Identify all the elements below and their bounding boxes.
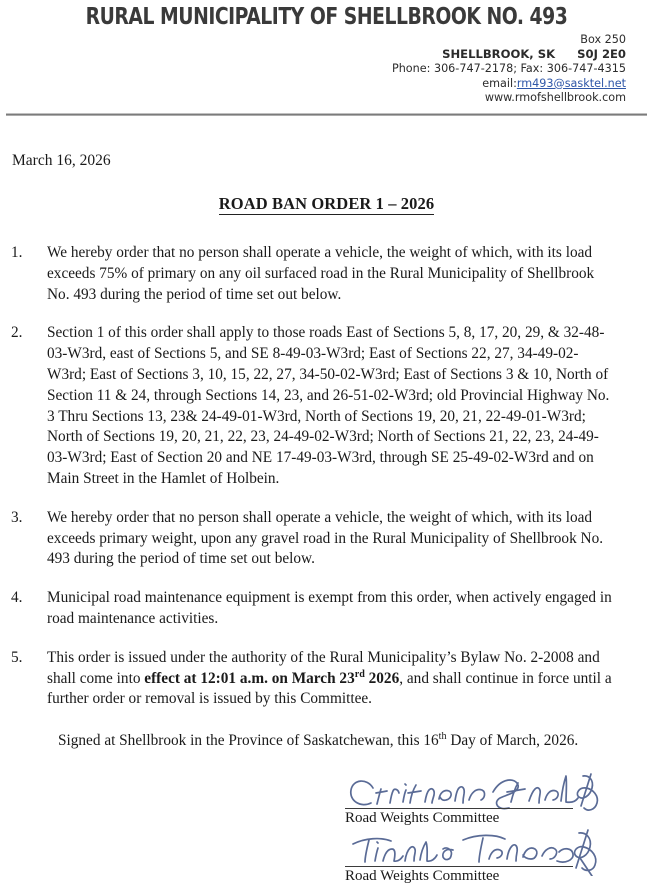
header-divider-rule bbox=[6, 113, 647, 116]
clause-body: Municipal road maintenance equipment is exempt from this order, when actively engaged in road maintenance activities. bbox=[47, 589, 612, 627]
signature-block bbox=[345, 834, 653, 892]
clause-body: We hereby order that no person shall operate a vehicle, the weight of which, with its load exceeds 75% of primary on any oil surfaced road in the Rural Municipality of Shellbrook No. 493 during the period of time set out below. bbox=[47, 243, 595, 303]
clause-number: 2. bbox=[11, 324, 23, 342]
organization-title: RURAL MUNICIPALITY OF SHELLBROOK NO. 493 bbox=[85, 2, 568, 30]
signature-block bbox=[345, 776, 653, 834]
city-postal-line bbox=[0, 47, 626, 62]
clause-item bbox=[0, 323, 653, 489]
signed-statement-pre: Signed at Shellbrook in the Province of Saskatchewan, this 16 bbox=[58, 732, 439, 750]
clause-5-text-part2: , and shall continue in force until a further order or removal is issued by this Committee. bbox=[47, 669, 612, 708]
signed-statement-post: Day of March, 2026. bbox=[446, 732, 579, 750]
clause-body bbox=[47, 648, 653, 710]
signature-rule bbox=[345, 808, 573, 809]
clause-number: 4. bbox=[11, 589, 23, 607]
po-box-line: Box 250 bbox=[580, 32, 626, 46]
ordinal-suffix-rd: rd bbox=[354, 668, 365, 680]
letterhead bbox=[0, 4, 653, 116]
contact-block bbox=[0, 33, 653, 106]
clause-number: 1. bbox=[11, 243, 23, 261]
website-line: www.rmofshellbrook.com bbox=[484, 91, 626, 105]
postal-code: S0J 2E0 bbox=[577, 47, 626, 62]
email-line bbox=[0, 77, 626, 92]
signature-section bbox=[0, 776, 653, 892]
clause-body: Section 1 of this order shall apply to those roads East of Sections 5, 8, 17, 20, 29, & 32-48-03-W3rd, east of Sections 5, and SE 8-49-03-W3rd; East of Sections 22, 27, 34-49-02-W3rd; East of Sections 3, 10, 15, 22, 27, 34-50-02-W3rd; East of Sections 3 & 10, North of Section 11 & 24, through Sections 14, 23, and 26-51-02-W3rd; old Provincial Highway No. 3 Thru Sections 13, 23& 24-49-01-W3rd, North of Sections 19, 20, 21, 22-49-01-W3rd; North of Sections 19, 20, 21, 22, 23, 24-49-02-W3rd; North of Sections 21, 22, 23, 24-49-03-W3rd; East of Section 20 and NE 17-49-03-W3rd, through SE 25-49-02-W3rd and on Main Street in the Hamlet of Holbein. bbox=[47, 324, 610, 487]
signature-caption: Road Weights Committee bbox=[345, 810, 500, 827]
signature-rule bbox=[345, 866, 573, 867]
signature-caption: Road Weights Committee bbox=[345, 868, 500, 885]
clause-item bbox=[0, 508, 653, 570]
document-date: March 16, 2026 bbox=[12, 151, 111, 169]
city-province: SHELLBROOK, SK bbox=[442, 47, 556, 62]
clause-body: We hereby order that no person shall operate a vehicle, the weight of which, with its load exceeds primary weight, upon any gravel road in the Rural Municipality of Shellbrook No. 493 during the period of time set out below. bbox=[47, 508, 604, 568]
clause-5-bold-b: 2026 bbox=[364, 669, 400, 687]
document-title-text: ROAD BAN ORDER 1 – 2026 bbox=[218, 193, 435, 213]
ordinal-suffix-th: th bbox=[438, 731, 447, 743]
clause-5-text-part1: This order is issued under the authority of the Rural Municipality’s Bylaw No. 2-2008 and shall come into bbox=[47, 648, 600, 687]
document-title bbox=[0, 194, 653, 214]
clause-number: 3. bbox=[11, 508, 23, 526]
email-link[interactable]: rm493@sasktel.net bbox=[516, 76, 626, 90]
clause-list bbox=[0, 243, 653, 710]
clause-item bbox=[0, 648, 653, 710]
email-label: email: bbox=[482, 76, 517, 90]
signed-statement bbox=[58, 732, 653, 750]
clause-5-bold-a: effect at 12:01 a.m. on March 23 bbox=[144, 669, 355, 687]
clause-5-effective-date bbox=[144, 670, 399, 687]
clause-item bbox=[0, 243, 653, 305]
phone-fax-line: Phone: 306-747-2178; Fax: 306-747-4315 bbox=[391, 62, 626, 76]
clause-number: 5. bbox=[11, 648, 23, 666]
clause-item bbox=[0, 588, 653, 630]
